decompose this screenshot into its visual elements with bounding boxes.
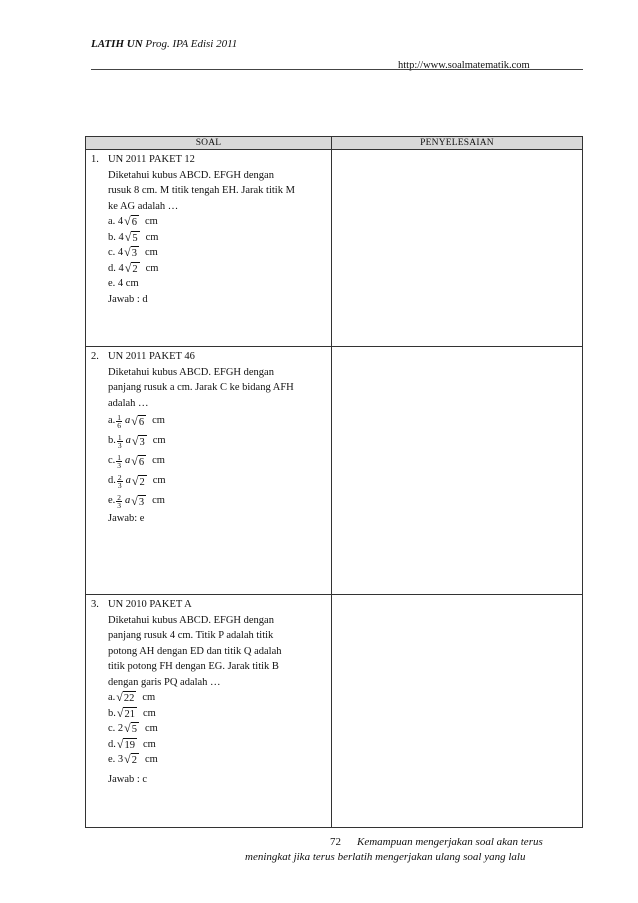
option-d: d. √ 19 cm [108, 736, 156, 751]
fraction: $\frac{2}{3}$ [117, 472, 122, 490]
table-row-question-3 [86, 595, 583, 828]
footer-motto-2: meningkat jika terus berlatih mengerjakan ulang soal yang lalu [245, 851, 526, 863]
option-b: b. 4 √ 5 cm [108, 229, 159, 244]
question-table [85, 136, 583, 828]
question-number: 2. [91, 351, 99, 362]
sqrt-sign: √ 3 [124, 245, 138, 260]
sqrt-sign: √ 21 [116, 705, 135, 720]
question-source: UN 2011 PAKET 46 [108, 351, 195, 362]
table-header-row [86, 137, 583, 150]
soal-cell-2 [86, 347, 332, 595]
page-number: 72 [330, 836, 341, 848]
option-e: e. 3 √ 2 cm [108, 752, 158, 767]
question-text-line: Diketahui kubus ABCD. EFGH dengan [108, 366, 274, 378]
header-url[interactable]: http://www.soalmatematik.com [398, 60, 530, 71]
option-e: e. 4 cm [108, 278, 139, 289]
sqrt-sign: √ 3 [131, 433, 145, 448]
question-text-line: rusuk 8 cm. M titik tengah EH. Jarak titik M [108, 185, 295, 196]
header-divider [91, 69, 583, 70]
footer-motto-1: Kemampuan mengerjakan soal akan terus [357, 836, 543, 848]
question-text-line: dengan garis PQ adalah … [108, 676, 221, 688]
header-title [91, 38, 237, 50]
answer-text: Jawab : c [108, 773, 148, 785]
sqrt-sign: √ 6 [131, 413, 145, 428]
penyelesaian-cell-1 [332, 150, 583, 347]
table-row-question-2 [86, 347, 583, 595]
question-text-line: panjang rusuk 4 cm. Titik P adalah titik [108, 630, 274, 641]
question-text-line: Diketahui kubus ABCD. EFGH dengan [108, 614, 274, 626]
fraction: $\frac{2}{3}$ [117, 492, 122, 510]
option-a: a. 4 √ 6 cm [108, 214, 158, 229]
header-brand: LATIH UN [91, 38, 143, 50]
option-a: a. $\frac{1}{6}$ a √ 6 cm [108, 412, 165, 430]
option-b: b. $\frac{1}{3}$ a √ 3 cm [108, 432, 166, 450]
sqrt-sign: √ 2 [124, 752, 138, 767]
question-text-line: ke AG adalah … [108, 200, 179, 212]
option-c: c. 2 √ 5 cm [108, 721, 158, 736]
question-text-line: panjang rusuk a cm. Jarak C ke bidang AFH [108, 382, 294, 393]
fraction: $\frac{1}{3}$ [117, 432, 122, 450]
sqrt-sign: √ 2 [124, 260, 138, 275]
option-b: b. √ 21 cm [108, 705, 156, 720]
soal-cell-3 [86, 595, 332, 828]
question-number: 1. [91, 154, 99, 165]
penyelesaian-cell-3 [332, 595, 583, 828]
answer-text: Jawab : d [108, 293, 148, 305]
soal-cell-1 [86, 150, 332, 347]
footer-line-1 [330, 836, 543, 848]
sqrt-sign: √ 5 [124, 721, 138, 736]
question-text-line: adalah … [108, 397, 149, 409]
column-header-soal: SOAL [86, 137, 332, 150]
option-c: c. $\frac{1}{3}$ a √ 6 cm [108, 452, 165, 470]
option-d: d. $\frac{2}{3}$ a √ 2 cm [108, 472, 166, 490]
fraction: $\frac{1}{3}$ [117, 452, 122, 470]
option-c: c. 4 √ 3 cm [108, 245, 158, 260]
penyelesaian-cell-2 [332, 347, 583, 595]
question-source: UN 2011 PAKET 12 [108, 154, 195, 165]
question-text-line: Diketahui kubus ABCD. EFGH dengan [108, 169, 274, 181]
sqrt-sign: √ 6 [124, 214, 138, 229]
sqrt-sign: √ 22 [116, 690, 135, 705]
header-subtitle: Prog. IPA Edisi 2011 [145, 38, 238, 50]
column-header-penyelesaian: PENYELESAIAN [332, 137, 583, 150]
question-number: 3. [91, 599, 99, 610]
sqrt-sign: √ 2 [131, 473, 145, 488]
answer-text: Jawab: e [108, 513, 145, 524]
option-e: e. $\frac{2}{3}$ a √ 3 cm [108, 492, 165, 510]
sqrt-sign: √ 6 [131, 453, 145, 468]
table-row-question-1 [86, 150, 583, 347]
option-d: d. 4 √ 2 cm [108, 260, 159, 275]
fraction: $\frac{1}{6}$ [117, 412, 122, 430]
question-text-line: potong AH dengan ED dan titik Q adalah [108, 645, 282, 657]
option-a: a. √ 22 cm [108, 690, 156, 705]
sqrt-sign: √ 5 [124, 229, 138, 244]
question-text-line: titik potong FH dengan EG. Jarak titik B [108, 661, 279, 672]
sqrt-sign: √ 3 [131, 493, 145, 508]
sqrt-sign: √ 19 [116, 736, 135, 751]
question-source: UN 2010 PAKET A [108, 599, 192, 610]
